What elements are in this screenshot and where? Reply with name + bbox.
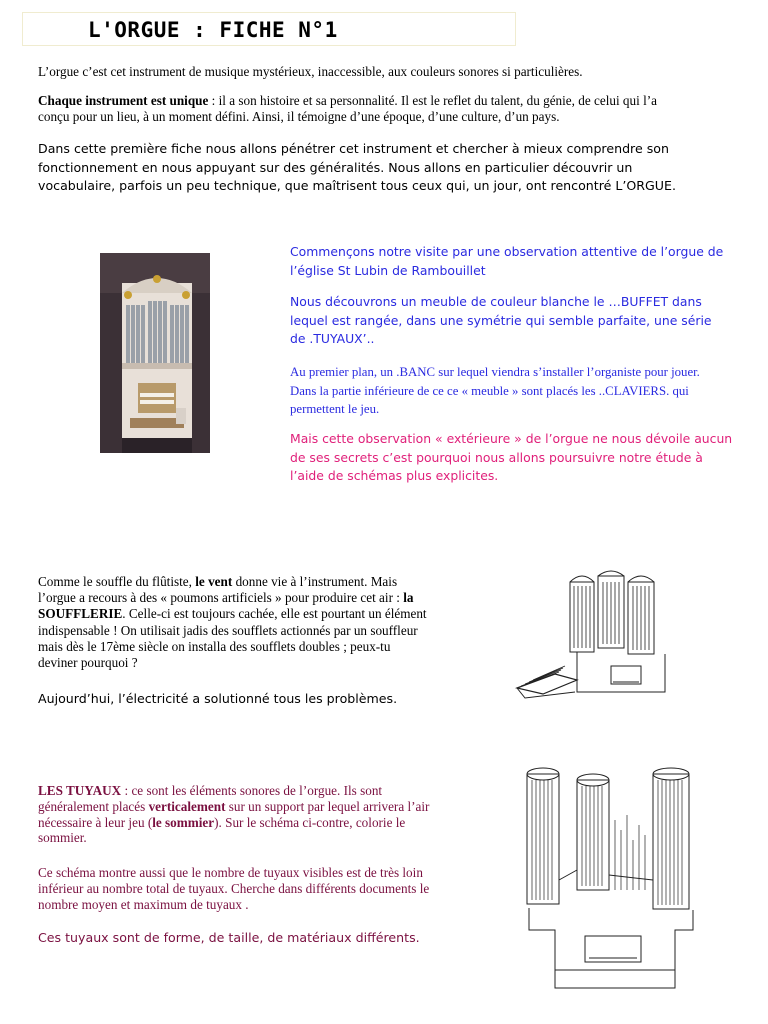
secrets-paragraph: [290, 430, 732, 486]
tuyaux-paragraph: [38, 783, 429, 846]
unique-paragraph: [38, 93, 758, 109]
soufflerie-line: indispensable ! On utilisait jadis des soufflets actionnés par un souffleur: [38, 622, 418, 638]
buffet-paragraph: [290, 293, 712, 349]
soufflerie-line: deviner pourquoi ?: [38, 655, 138, 671]
organ-bellows-sketch: [515, 570, 675, 700]
tuyaux-text: : ce sont les éléments sonores de l’orgue. Ils sont: [121, 783, 383, 798]
intro-text: L’orgue c’est cet instrument de musique mystérieux, inaccessible, aux couleurs sonores si particulières.: [38, 64, 583, 79]
visit-line: l’église St Lubin de Rambouillet: [290, 263, 486, 278]
first-sheet-line: fonctionnement en nous appuyant sur des généralités. Nous allons en particulier découvrir un: [38, 159, 633, 175]
forme-text: Ces tuyaux sont de forme, de taille, de matériaux différents.: [38, 930, 420, 945]
soufflerie-line: mais dès le 17ème siècle on installa des soufflets doubles ; peux-tu: [38, 638, 391, 654]
first-sheet-paragraph: [38, 140, 676, 196]
secrets-line: Mais cette observation « extérieure » de l’orgue ne nous dévoile aucun: [290, 431, 733, 446]
visit-line: Commençons notre visite par une observation attentive de l’orgue de: [290, 244, 724, 259]
soufflerie-bold: SOUFFLERIE: [38, 606, 123, 622]
schema-line: nombre moyen et maximum de tuyaux .: [38, 896, 249, 912]
buffet-line: Nous découvrons un meuble de couleur blanche le …BUFFET dans: [290, 294, 702, 309]
organ-pipes-sketch: [515, 760, 715, 1000]
unique-bold: Chaque instrument est unique: [38, 93, 209, 108]
soufflerie-text: Comme le souffle du flûtiste,: [38, 574, 196, 589]
tuyaux-line: [38, 815, 429, 831]
tuyaux-bold: le sommier: [152, 814, 215, 830]
banc-line: Dans la partie inférieure de ce ce « meuble » sont placés les ..CLAVIERS. qui: [290, 383, 689, 398]
banc-paragraph: [290, 363, 700, 419]
secrets-line: l’aide de schémas plus explicites.: [290, 468, 499, 483]
soufflerie-text: . Celle-ci est toujours cachée, elle est pourtant un élément: [122, 606, 427, 622]
tuyaux-text: nécessaire à leur jeu (: [38, 814, 153, 830]
tuyaux-bold: verticalement: [148, 798, 226, 814]
schema-paragraph: [38, 865, 429, 912]
tuyaux-text: généralement placés: [38, 798, 149, 814]
organ-bellows-drawing: [515, 570, 675, 700]
banc-line: permettent le jeu.: [290, 402, 380, 416]
schema-line: inférieur au nombre total de tuyaux. Cherche dans différents documents le: [38, 880, 430, 896]
first-sheet-line: vocabulaire, parfois un peu technique, que maîtrisent tous ceux qui, un jour, ont rencontré L’ORGUE.: [38, 178, 676, 193]
tuyaux-text: sur un support par lequel arrivera l’air: [225, 798, 430, 814]
tuyaux-line: sommier.: [38, 830, 87, 846]
page-title: L'ORGUE : FICHE N°1: [88, 18, 338, 42]
soufflerie-text: donne vie à l’instrument. Mais: [232, 574, 398, 589]
unique-line2: conçu pour un lieu, à un moment défini. Ainsi, il témoigne d’une époque, d’une culture, d’un pays.: [38, 109, 560, 124]
first-sheet-line: Dans cette première fiche nous allons pénétrer cet instrument et chercher à mieux comprendre son: [38, 141, 669, 156]
soufflerie-paragraph: [38, 574, 427, 671]
tuyaux-text: ). Sur le schéma ci-contre, colorie le: [214, 814, 406, 830]
schema-line: Ce schéma montre aussi que le nombre de tuyaux visibles est de très loin: [38, 865, 423, 880]
soufflerie-bold: le vent: [195, 574, 233, 589]
soufflerie-line: [38, 606, 427, 622]
buffet-line: de .TUYAUX’..: [290, 331, 375, 346]
visit-paragraph: [290, 242, 723, 280]
organ-photo: [100, 253, 210, 453]
soufflerie-text: l’orgue a recours à des « poumons artificiels » pour produire cet air :: [38, 590, 404, 606]
electricite-text: Aujourd’hui, l’électricité a solutionné tous les problèmes.: [38, 691, 398, 706]
organ-photo-image: [100, 253, 210, 453]
organ-pipes-drawing: [515, 760, 715, 1000]
tuyaux-line: [38, 783, 429, 799]
buffet-line: lequel est rangée, dans une symétrie qui semble parfaite, une série: [290, 312, 712, 328]
soufflerie-bold: la: [403, 590, 414, 606]
unique-rest: : il a son histoire et sa personnalité. Il est le reflet du talent, du génie, de celui qui l’a: [208, 93, 657, 108]
soufflerie-line: [38, 590, 427, 606]
tuyaux-bold: LES TUYAUX: [38, 783, 122, 798]
soufflerie-line: [38, 574, 427, 590]
secrets-line: de ses secrets c’est pourquoi nous allons poursuivre notre étude à: [290, 449, 703, 465]
tuyaux-line: [38, 799, 429, 815]
banc-line: Au premier plan, un .BANC sur lequel viendra s’installer l’organiste pour jouer.: [290, 365, 700, 379]
